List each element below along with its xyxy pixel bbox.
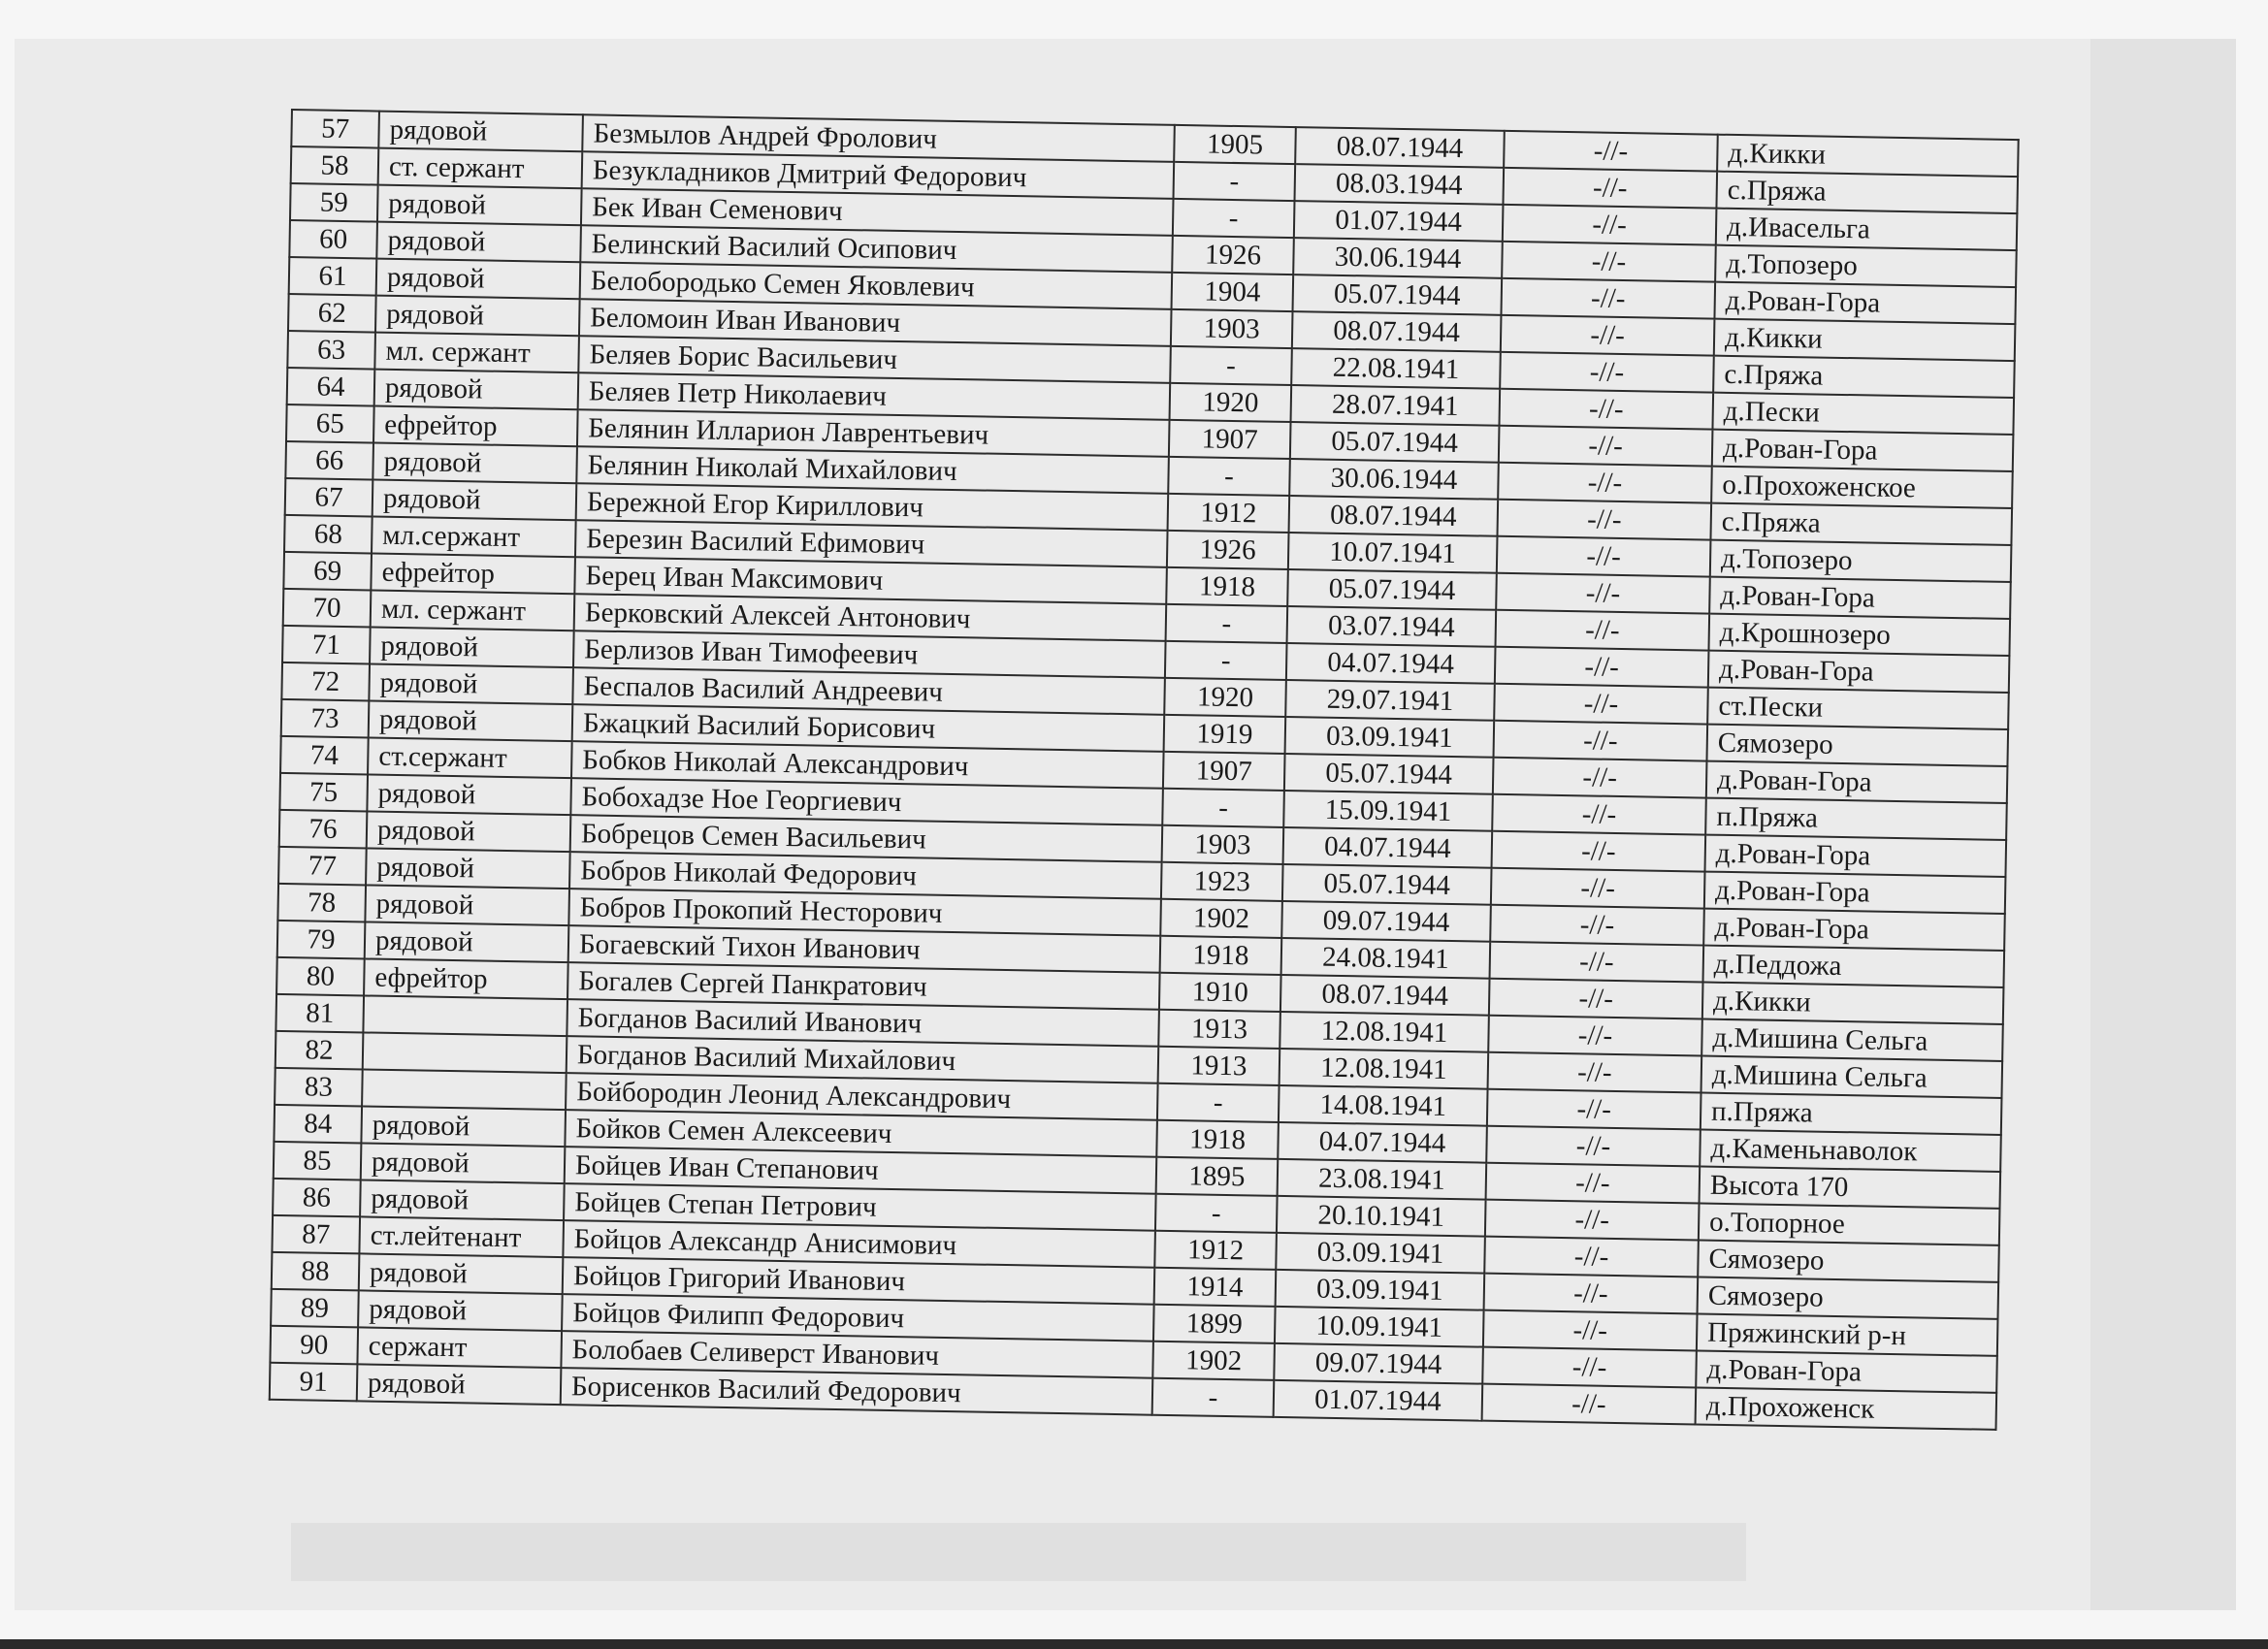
- burial-place: п.Пряжа: [1701, 1093, 2002, 1135]
- burial-place: о.Топорное: [1699, 1204, 2000, 1245]
- full-name: Белянин Николай Михайлович: [576, 446, 1169, 494]
- ditto-mark: -//-: [1490, 905, 1704, 946]
- death-date: 20.10.1941: [1277, 1196, 1486, 1237]
- row-number: 57: [291, 110, 379, 148]
- military-rank: [363, 995, 567, 1036]
- row-number: 66: [285, 441, 373, 480]
- burial-place: д.Мишина Сельга: [1701, 1056, 2003, 1098]
- burial-place: д.Педдожа: [1703, 946, 2005, 987]
- burial-place: с.Пряжа: [1710, 503, 2012, 545]
- row-number: 58: [291, 146, 379, 185]
- row-number: 68: [284, 515, 373, 554]
- burial-place: д.Пески: [1712, 393, 2014, 435]
- ditto-mark: -//-: [1501, 278, 1715, 319]
- row-number: 72: [281, 663, 370, 701]
- death-date: 03.07.1944: [1287, 606, 1497, 647]
- burial-place: д.Рован-Гора: [1696, 1350, 1997, 1392]
- full-name: Безукладников Дмитрий Федорович: [582, 151, 1175, 199]
- birth-year: 1920: [1164, 678, 1286, 717]
- burial-place: д.Рован-Гора: [1704, 835, 2006, 877]
- ditto-mark: -//-: [1486, 1126, 1701, 1167]
- death-date: 09.07.1944: [1281, 901, 1491, 942]
- ditto-mark: -//-: [1484, 1274, 1699, 1314]
- full-name: Богданов Василий Михайлович: [567, 1036, 1159, 1083]
- military-rank: рядовой: [375, 296, 580, 337]
- full-name: Бек Иван Семенович: [581, 188, 1174, 236]
- ditto-mark: -//-: [1496, 573, 1710, 614]
- military-rank: рядовой: [369, 664, 573, 705]
- table-body: [270, 110, 2019, 1430]
- death-date: 22.08.1941: [1291, 348, 1501, 389]
- full-name: Бойцов Григорий Иванович: [563, 1257, 1155, 1305]
- military-rank: ефрейтор: [373, 406, 578, 447]
- full-name: Берковский Алексей Антонович: [574, 594, 1167, 641]
- military-rank: рядовой: [357, 1364, 562, 1405]
- burial-place: д.Крошнозеро: [1708, 614, 2010, 656]
- death-date: 08.07.1944: [1295, 127, 1505, 168]
- death-date: 12.08.1941: [1280, 1012, 1489, 1052]
- full-name: Бжацкий Василий Борисович: [572, 704, 1165, 752]
- death-date: 10.09.1941: [1275, 1307, 1484, 1347]
- death-date: 15.09.1941: [1283, 791, 1493, 831]
- birth-year: -: [1162, 789, 1284, 827]
- death-date: 24.08.1941: [1281, 938, 1491, 979]
- full-name: Беспалов Василий Андреевич: [572, 667, 1165, 715]
- ditto-mark: -//-: [1494, 721, 1708, 761]
- burial-place: д.Рован-Гора: [1706, 761, 2008, 803]
- row-number: 60: [289, 220, 377, 259]
- death-date: 08.07.1944: [1292, 311, 1502, 352]
- military-rank: рядовой: [366, 848, 570, 889]
- row-number: 71: [282, 626, 371, 664]
- death-date: 30.06.1944: [1289, 459, 1499, 500]
- military-rank: рядовой: [376, 222, 581, 263]
- birth-year: 1919: [1164, 715, 1286, 754]
- row-number: 90: [270, 1326, 358, 1365]
- full-name: Беляев Борис Васильевич: [578, 336, 1171, 383]
- death-date: 30.06.1944: [1293, 238, 1503, 278]
- row-number: 82: [275, 1031, 364, 1070]
- ditto-mark: -//-: [1496, 610, 1710, 651]
- row-number: 59: [290, 183, 378, 222]
- birth-year: 1907: [1163, 752, 1285, 791]
- birth-year: 1918: [1166, 567, 1288, 606]
- full-name: Бойцов Филипп Федорович: [562, 1294, 1154, 1342]
- death-date: 04.07.1944: [1283, 827, 1493, 868]
- row-number: 87: [272, 1215, 360, 1254]
- burial-place: д.Рован-Гора: [1704, 872, 2006, 914]
- birth-year: 1903: [1162, 825, 1284, 864]
- burial-place: Пряжинский р-н: [1697, 1313, 1998, 1355]
- ditto-mark: -//-: [1498, 463, 1712, 503]
- full-name: Берец Иван Максимович: [574, 557, 1167, 604]
- burial-place: Сямозеро: [1698, 1240, 1999, 1281]
- ditto-mark: -//-: [1499, 389, 1713, 430]
- military-rank: рядовой: [378, 112, 583, 152]
- ditto-mark: -//-: [1504, 131, 1718, 172]
- full-name: Берлизов Иван Тимофеевич: [573, 630, 1166, 678]
- full-name: Березин Василий Ефимович: [575, 520, 1168, 567]
- military-rank: [363, 1032, 567, 1073]
- row-number: 70: [283, 589, 372, 628]
- row-number: 73: [281, 699, 370, 738]
- row-number: 64: [287, 368, 375, 406]
- death-date: 14.08.1941: [1279, 1085, 1488, 1126]
- birth-year: -: [1166, 604, 1288, 643]
- ditto-mark: -//-: [1487, 1089, 1701, 1130]
- row-number: 81: [275, 994, 364, 1033]
- death-date: 08.03.1944: [1294, 164, 1504, 205]
- full-name: Бойков Семен Алексеевич: [565, 1110, 1157, 1157]
- row-number: 74: [280, 736, 369, 775]
- military-rank: мл. сержант: [374, 333, 579, 373]
- death-date: 05.07.1944: [1287, 569, 1497, 610]
- full-name: Беляев Петр Николаевич: [578, 372, 1171, 420]
- death-date: 08.07.1944: [1280, 975, 1490, 1016]
- burial-place: с.Пряжа: [1713, 356, 2015, 398]
- death-date: 09.07.1944: [1274, 1343, 1483, 1384]
- death-date: 29.07.1941: [1285, 680, 1495, 721]
- military-rank: рядовой: [365, 922, 569, 962]
- full-name: Белобородько Семен Яковлевич: [580, 262, 1173, 309]
- death-date: 10.07.1941: [1288, 533, 1498, 573]
- full-name: Бобохадзе Ное Георгиевич: [570, 778, 1163, 825]
- birth-year: 1902: [1160, 899, 1282, 938]
- row-number: 86: [273, 1179, 361, 1217]
- birth-year: -: [1170, 346, 1292, 385]
- ditto-mark: -//-: [1490, 942, 1704, 983]
- military-rank: рядовой: [367, 774, 571, 815]
- full-name: Безмылов Андрей Фролович: [582, 114, 1175, 162]
- birth-year: 1926: [1167, 531, 1289, 569]
- birth-year: 1902: [1152, 1342, 1275, 1380]
- military-rank: рядовой: [370, 628, 574, 668]
- birth-year: 1913: [1158, 1047, 1280, 1085]
- burial-place: д.Рован-Гора: [1708, 651, 2010, 693]
- ditto-mark: -//-: [1482, 1347, 1697, 1388]
- birth-year: -: [1173, 199, 1295, 238]
- row-number: 83: [275, 1068, 363, 1107]
- burial-place: п.Пряжа: [1705, 798, 2007, 840]
- ditto-mark: -//-: [1495, 647, 1709, 688]
- row-number: 62: [288, 294, 376, 333]
- ditto-mark: -//-: [1482, 1384, 1697, 1425]
- military-rank: ефрейтор: [371, 554, 575, 595]
- full-name: Бобров Прокопий Несторович: [568, 889, 1161, 936]
- ditto-mark: -//-: [1488, 1052, 1702, 1093]
- ditto-mark: -//-: [1484, 1237, 1699, 1277]
- ditto-mark: -//-: [1493, 758, 1707, 798]
- military-rank: [362, 1069, 567, 1110]
- full-name: Беломоин Иван Иванович: [579, 299, 1172, 346]
- burial-place: д.Топозеро: [1710, 540, 2012, 582]
- row-number: 78: [277, 884, 366, 922]
- ditto-mark: -//-: [1502, 242, 1716, 282]
- military-rank: рядовой: [369, 700, 573, 741]
- birth-year: 1914: [1154, 1268, 1277, 1307]
- burial-place: Сямозеро: [1698, 1277, 1999, 1318]
- military-rank: мл.сержант: [372, 517, 576, 558]
- birth-year: -: [1157, 1083, 1280, 1122]
- military-rank: рядовой: [361, 1143, 566, 1183]
- ditto-mark: -//-: [1500, 352, 1714, 393]
- full-name: Бойцов Александр Анисимович: [563, 1220, 1155, 1268]
- birth-year: 1903: [1171, 309, 1293, 348]
- ditto-mark: -//-: [1503, 205, 1717, 245]
- ditto-mark: -//-: [1492, 794, 1706, 835]
- military-rank: рядовой: [376, 259, 581, 300]
- full-name: Богданов Василий Иванович: [567, 999, 1159, 1047]
- military-rank: рядовой: [361, 1106, 566, 1147]
- row-number: 79: [277, 921, 366, 959]
- row-number: 85: [274, 1142, 362, 1180]
- birth-year: 1904: [1172, 273, 1294, 311]
- full-name: Бойцев Степан Петрович: [564, 1183, 1156, 1231]
- birth-year: 1918: [1156, 1120, 1279, 1159]
- scan-shadow: [2090, 39, 2236, 1610]
- row-number: 76: [279, 810, 368, 849]
- row-number: 89: [271, 1289, 359, 1328]
- death-date: 23.08.1941: [1278, 1159, 1487, 1200]
- burial-place: о.Прохоженское: [1711, 467, 2013, 508]
- full-name: Болобаев Селиверст Иванович: [561, 1331, 1153, 1378]
- death-date: 04.07.1944: [1278, 1122, 1487, 1163]
- birth-year: 1912: [1168, 494, 1290, 533]
- ditto-mark: -//-: [1486, 1163, 1701, 1204]
- death-date: 05.07.1944: [1284, 754, 1494, 794]
- row-number: 69: [283, 552, 372, 591]
- ditto-mark: -//-: [1485, 1200, 1700, 1241]
- birth-year: -: [1152, 1378, 1275, 1417]
- birth-year: 1913: [1158, 1010, 1280, 1049]
- burial-place: Высота 170: [1700, 1167, 2001, 1209]
- birth-year: -: [1168, 457, 1290, 496]
- death-date: 05.07.1944: [1282, 864, 1492, 905]
- burial-place: д.Ивасельга: [1716, 209, 2018, 250]
- row-number: 75: [279, 773, 368, 812]
- burial-place: Сямозеро: [1706, 725, 2008, 766]
- full-name: Бойцев Иван Степанович: [565, 1147, 1157, 1194]
- row-number: 61: [289, 257, 377, 296]
- military-rank: мл. сержант: [371, 591, 575, 631]
- military-rank: рядовой: [373, 480, 577, 521]
- military-rank: рядовой: [377, 185, 582, 226]
- full-name: Бобков Николай Александрович: [571, 741, 1164, 789]
- burial-place: д.Каменьнаволок: [1700, 1130, 2001, 1172]
- scan-edge: [0, 1639, 2268, 1649]
- death-date: 03.09.1941: [1285, 717, 1495, 758]
- row-number: 80: [276, 957, 365, 996]
- full-name: Бойбородин Леонид Александрович: [566, 1073, 1158, 1120]
- ditto-mark: -//-: [1489, 979, 1703, 1019]
- full-name: Бобров Николай Федорович: [569, 852, 1162, 899]
- military-rank: рядовой: [365, 885, 569, 925]
- burial-place: д.Рован-Гора: [1714, 282, 2016, 324]
- birth-year: 1912: [1154, 1231, 1277, 1270]
- birth-year: -: [1155, 1194, 1278, 1233]
- birth-year: 1905: [1174, 125, 1296, 164]
- birth-year: -: [1165, 641, 1287, 680]
- military-rank: ст.лейтенант: [359, 1216, 564, 1257]
- death-date: 05.07.1944: [1293, 275, 1503, 315]
- military-rank: рядовой: [373, 443, 577, 484]
- full-name: Белянин Илларион Лаврентьевич: [577, 409, 1170, 457]
- burial-place: д.Топозеро: [1715, 245, 2017, 287]
- birth-year: 1918: [1160, 936, 1282, 975]
- copy-smudge: [291, 1523, 1746, 1581]
- burial-place: д.Прохоженск: [1696, 1387, 1997, 1429]
- birth-year: 1899: [1153, 1305, 1276, 1343]
- military-rank: сержант: [357, 1327, 562, 1368]
- burial-place: д.Кикки: [1717, 135, 2019, 177]
- death-date: 12.08.1941: [1280, 1049, 1489, 1089]
- full-name: Бобрецов Семен Васильевич: [570, 815, 1163, 862]
- military-rank: ефрейтор: [364, 958, 568, 999]
- burial-place: д.Кикки: [1702, 983, 2004, 1024]
- full-name: Богалев Сергей Панкратович: [567, 962, 1160, 1010]
- full-name: Бережной Егор Кириллович: [576, 483, 1169, 531]
- ditto-mark: -//-: [1492, 831, 1706, 872]
- ditto-mark: -//-: [1497, 536, 1711, 577]
- birth-year: -: [1174, 162, 1296, 201]
- military-rank: рядовой: [358, 1290, 563, 1331]
- birth-year: 1910: [1159, 973, 1281, 1012]
- row-number: 63: [287, 331, 375, 370]
- ditto-mark: -//-: [1501, 315, 1715, 356]
- row-number: 65: [286, 404, 374, 443]
- military-rank: ст.сержант: [368, 737, 572, 778]
- burial-place: д.Мишина Сельга: [1701, 1019, 2003, 1061]
- ditto-mark: -//-: [1483, 1310, 1698, 1351]
- death-date: 08.07.1944: [1289, 496, 1499, 536]
- birth-year: 1926: [1172, 236, 1294, 275]
- burial-place: д.Кикки: [1714, 319, 2016, 361]
- military-rank: рядовой: [374, 370, 579, 410]
- ditto-mark: -//-: [1499, 426, 1713, 467]
- full-name: Богаевский Тихон Иванович: [568, 925, 1161, 973]
- full-name: Белинский Василий Осипович: [580, 225, 1173, 273]
- military-rank: рядовой: [360, 1180, 565, 1220]
- ditto-mark: -//-: [1497, 500, 1711, 540]
- birth-year: 1920: [1170, 383, 1292, 422]
- ditto-mark: -//-: [1494, 684, 1708, 725]
- death-date: 01.07.1944: [1294, 201, 1504, 242]
- ditto-mark: -//-: [1503, 168, 1717, 209]
- death-date: 03.09.1941: [1276, 1270, 1485, 1310]
- ditto-mark: -//-: [1488, 1016, 1702, 1056]
- burial-place: ст.Пески: [1707, 688, 2009, 729]
- row-number: 84: [274, 1105, 362, 1144]
- full-name: Борисенков Василий Федорович: [561, 1368, 1153, 1415]
- birth-year: 1895: [1156, 1157, 1279, 1196]
- death-date: 05.07.1944: [1290, 422, 1500, 463]
- death-date: 28.07.1941: [1291, 385, 1501, 426]
- row-number: 77: [278, 847, 367, 886]
- row-number: 67: [285, 478, 373, 517]
- birth-year: 1907: [1169, 420, 1291, 459]
- burial-place: д.Рован-Гора: [1709, 577, 2011, 619]
- death-date: 01.07.1944: [1274, 1380, 1483, 1421]
- row-number: 91: [270, 1363, 358, 1402]
- military-rank: рядовой: [359, 1253, 564, 1294]
- military-rank: рядовой: [367, 811, 571, 852]
- death-date: 03.09.1941: [1276, 1233, 1485, 1274]
- birth-year: 1923: [1161, 862, 1283, 901]
- death-date: 04.07.1944: [1286, 643, 1496, 684]
- burial-place: с.Пряжа: [1716, 172, 2018, 213]
- row-number: 88: [272, 1252, 360, 1291]
- burial-place: д.Рован-Гора: [1703, 909, 2005, 951]
- military-rank: ст. сержант: [378, 148, 583, 189]
- casualty-list-table: [269, 109, 2020, 1431]
- ditto-mark: -//-: [1491, 868, 1705, 909]
- burial-place: д.Рован-Гора: [1712, 430, 2014, 471]
